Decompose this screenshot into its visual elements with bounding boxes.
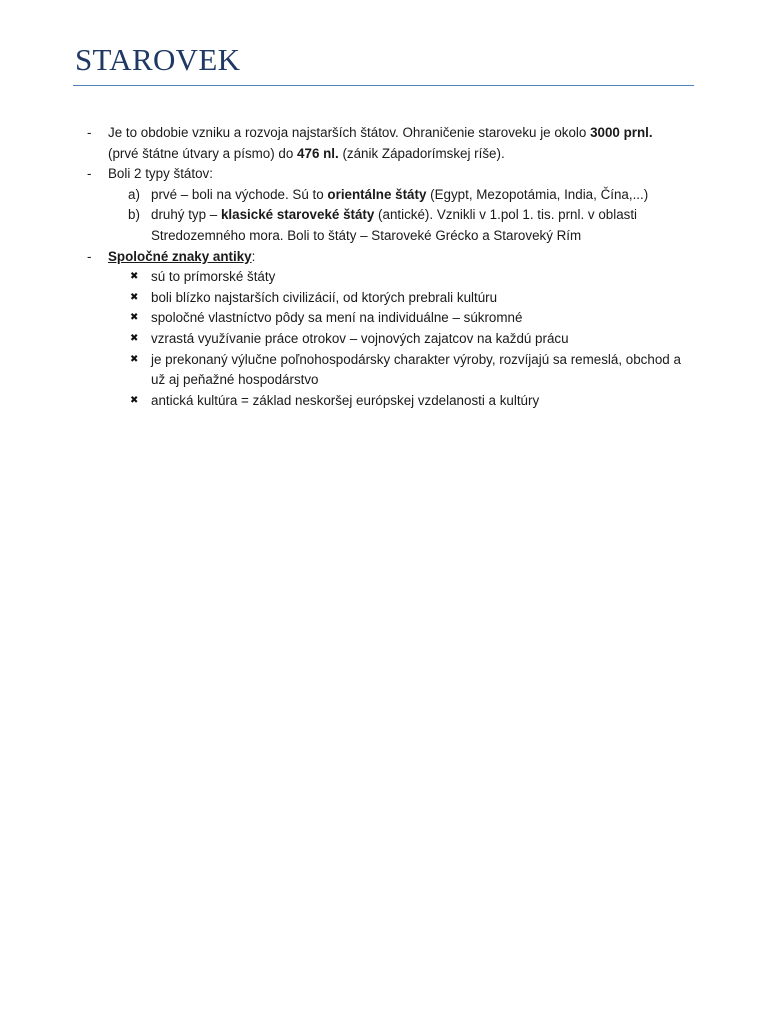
cross-bullet-icon: ✖ bbox=[130, 312, 139, 324]
dash-bullet: - bbox=[87, 125, 92, 140]
item-text: druhý typ – bbox=[151, 207, 221, 223]
cross-bullet-icon: ✖ bbox=[130, 291, 139, 303]
heading-colon: : bbox=[251, 248, 256, 264]
item-text: (prvé štátne útvary a písmo) do bbox=[108, 145, 298, 161]
bullet-item bbox=[0, 350, 768, 391]
list-item bbox=[0, 247, 768, 268]
list-item bbox=[0, 123, 768, 164]
item-text: (Egypt, Mezopotámia, India, Čína,...) bbox=[426, 186, 649, 202]
section-heading: Spoločné znaky antiky bbox=[108, 248, 252, 264]
bullet-text: sú to prímorské štáty bbox=[151, 269, 276, 285]
bold-date: 476 nl. bbox=[297, 145, 339, 161]
cross-bullet-icon: ✖ bbox=[130, 394, 139, 406]
page-title: STAROVEK bbox=[75, 42, 241, 77]
bullet-item bbox=[0, 267, 768, 288]
bullet-item bbox=[0, 391, 768, 412]
bullet-item bbox=[0, 329, 768, 350]
bullet-text: spoločné vlastníctvo pôdy sa mení na individuálne – súkromné bbox=[151, 310, 523, 326]
bullet-text: vzrastá využívanie práce otrokov – vojnových zajatcov na každú prácu bbox=[151, 330, 569, 346]
cross-bullet-icon: ✖ bbox=[130, 353, 139, 365]
bullet-item bbox=[0, 308, 768, 329]
dash-bullet: - bbox=[87, 166, 92, 182]
sub-list-item bbox=[0, 185, 768, 206]
bullet-item bbox=[0, 288, 768, 309]
bullet-text: boli blízko najstarších civilizácií, od ktorých prebrali kultúru bbox=[151, 289, 498, 305]
cross-bullet-icon: ✖ bbox=[130, 271, 139, 283]
letter-marker: a) bbox=[128, 186, 140, 202]
item-text: (zánik Západorímskej ríše). bbox=[338, 145, 505, 161]
cross-bullet-icon: ✖ bbox=[130, 332, 139, 344]
bullet-text: je prekonaný výlučne poľnohospodársky charakter výroby, rozvíjajú sa remeslá, obchod a už aj peňažné hospodárstvo bbox=[151, 351, 681, 388]
item-text: prvé – boli na východe. Sú to bbox=[151, 186, 328, 202]
sub-list-item bbox=[0, 205, 768, 246]
title-underline-rule bbox=[73, 85, 694, 86]
bold-date: 3000 prnl. bbox=[590, 125, 653, 140]
item-text: Boli 2 typy štátov: bbox=[108, 166, 213, 182]
letter-marker: b) bbox=[128, 207, 140, 223]
item-text: (antické). Vznikli v 1.pol 1. tis. prnl. v oblasti Stredozemného mora. Boli to štáty – Staroveké Grécko a Staroveký Rím bbox=[151, 207, 638, 243]
bold-term: klasické staroveké štáty bbox=[220, 207, 375, 223]
bold-term: orientálne štáty bbox=[327, 186, 427, 202]
bullet-text: antická kultúra = základ neskoršej európskej vzdelanosti a kultúry bbox=[151, 392, 540, 408]
dash-bullet: - bbox=[87, 248, 92, 264]
item-text: Je to obdobie vzniku a rozvoja najstarších štátov. Ohraničenie staroveku je okolo bbox=[108, 125, 591, 140]
document-body bbox=[0, 123, 768, 411]
list-item bbox=[0, 164, 768, 185]
